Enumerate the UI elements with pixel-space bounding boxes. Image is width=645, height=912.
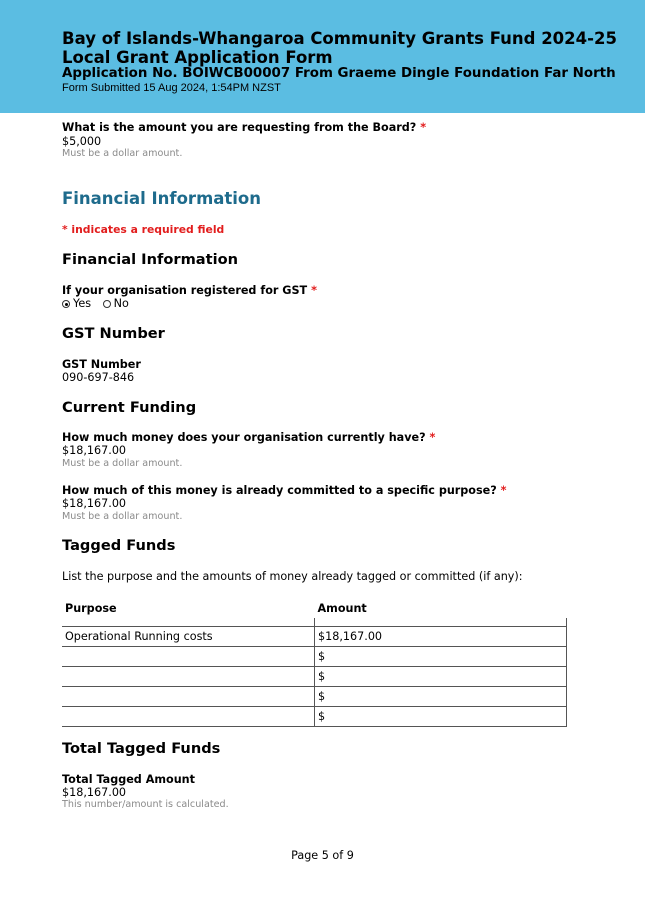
radio-unselected-icon[interactable] bbox=[103, 300, 111, 308]
committed-money-hint: Must be a dollar amount. bbox=[62, 511, 183, 522]
column-header-purpose: Purpose bbox=[65, 601, 117, 615]
purpose-cell bbox=[62, 667, 315, 687]
table-spacer-row bbox=[62, 618, 567, 627]
gst-registered-label: If your organisation registered for GST bbox=[62, 284, 308, 297]
committed-money-answer: $18,167.00 bbox=[62, 497, 127, 510]
submission-date: Form Submitted 15 Aug 2024, 1:54PM NZST bbox=[62, 82, 281, 94]
purpose-cell bbox=[62, 687, 315, 707]
required-marker: * bbox=[429, 431, 436, 444]
page-number: Page 5 of 9 bbox=[291, 849, 354, 862]
form-header bbox=[0, 0, 645, 113]
table-header-row bbox=[62, 598, 567, 618]
amount-cell: $ bbox=[315, 687, 567, 707]
radio-selected-icon[interactable] bbox=[62, 300, 70, 308]
current-money-question: How much money does your organisation currently have? * bbox=[62, 431, 436, 444]
purpose-cell bbox=[62, 707, 315, 727]
current-funding-heading: Current Funding bbox=[62, 399, 197, 416]
table-row bbox=[62, 667, 567, 687]
required-marker: * bbox=[311, 284, 317, 297]
table-row bbox=[62, 707, 567, 727]
form-title-line2: Local Grant Application Form bbox=[62, 48, 333, 67]
required-marker: * bbox=[500, 484, 507, 497]
amount-cell: $ bbox=[315, 667, 567, 687]
gst-radio-group bbox=[62, 297, 137, 311]
purpose-cell: Operational Running costs bbox=[62, 627, 315, 647]
amount-request-label: What is the amount you are requesting from the Board? bbox=[62, 121, 417, 134]
required-field-note: * indicates a required field bbox=[62, 223, 225, 236]
spacer-cell bbox=[315, 618, 567, 627]
current-money-hint: Must be a dollar amount. bbox=[62, 458, 183, 469]
amount-cell: $ bbox=[315, 707, 567, 727]
amount-request-question bbox=[62, 121, 426, 135]
financial-section-title: Financial Information bbox=[62, 189, 262, 208]
form-title bbox=[62, 29, 617, 67]
required-marker: * bbox=[420, 121, 427, 134]
gst-number-label: GST Number bbox=[62, 358, 141, 371]
gst-option-yes[interactable]: Yes bbox=[62, 297, 91, 310]
financial-subheading: Financial Information bbox=[62, 251, 239, 268]
current-money-answer: $18,167.00 bbox=[62, 444, 127, 457]
spacer-cell bbox=[62, 618, 315, 627]
tagged-funds-table bbox=[62, 598, 567, 727]
gst-registered-question bbox=[62, 284, 317, 298]
form-title-line1: Bay of Islands-Whangaroa Community Grants Fund 2024-25 bbox=[62, 29, 617, 48]
amount-request-answer: $5,000 bbox=[62, 135, 102, 148]
application-number: Application No. BOIWCB00007 From Graeme Dingle Foundation Far North bbox=[62, 66, 616, 81]
table-row bbox=[62, 687, 567, 707]
committed-money-question: How much of this money is already committed to a specific purpose? * bbox=[62, 484, 507, 497]
total-tagged-label: Total Tagged Amount bbox=[62, 773, 195, 786]
table-row bbox=[62, 647, 567, 667]
total-tagged-heading: Total Tagged Funds bbox=[62, 740, 221, 757]
gst-option-no[interactable]: No bbox=[103, 297, 129, 310]
tagged-funds-intro: List the purpose and the amounts of money already tagged or committed (if any): bbox=[62, 570, 523, 583]
purpose-cell bbox=[62, 647, 315, 667]
amount-request-hint: Must be a dollar amount. bbox=[62, 148, 183, 159]
gst-number-heading: GST Number bbox=[62, 325, 165, 342]
gst-number-value: 090-697-846 bbox=[62, 371, 135, 384]
amount-cell: $ bbox=[315, 647, 567, 667]
table-row bbox=[62, 627, 567, 647]
tagged-funds-heading: Tagged Funds bbox=[62, 537, 176, 554]
column-header-amount: Amount bbox=[317, 601, 367, 615]
total-tagged-value: $18,167.00 bbox=[62, 786, 127, 799]
amount-cell: $18,167.00 bbox=[315, 627, 567, 647]
total-tagged-hint: This number/amount is calculated. bbox=[62, 799, 229, 810]
